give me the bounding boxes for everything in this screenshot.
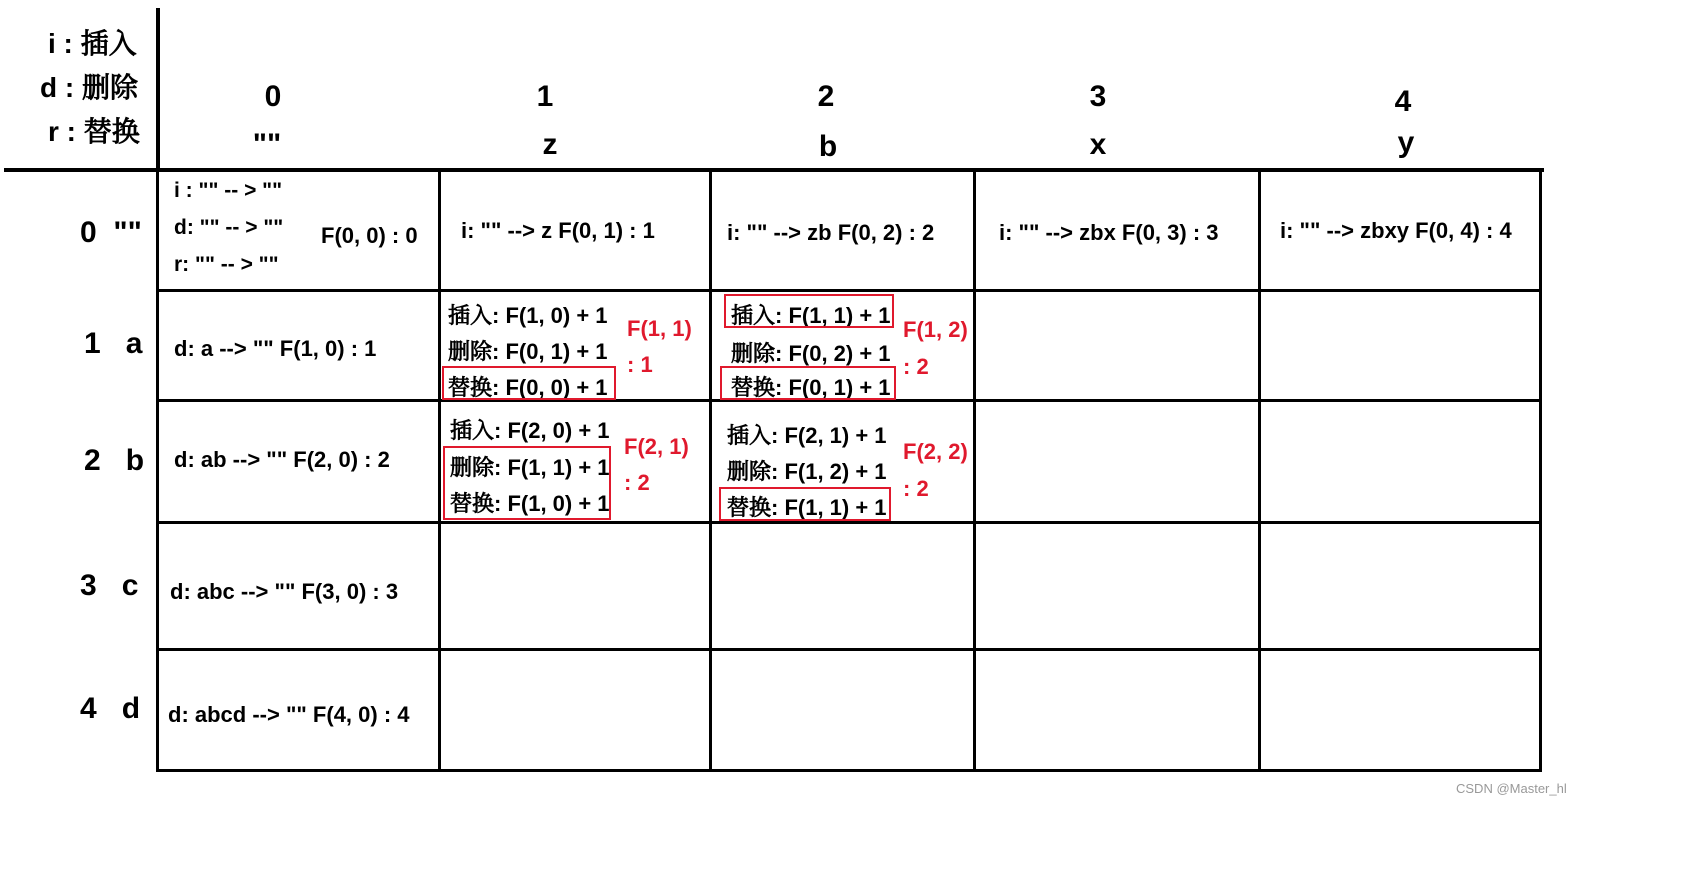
cell-r2c1-insert: 插入: F(2, 0) + 1 [450, 418, 610, 443]
row-header-4-index: 4 [80, 692, 97, 725]
legend-replace: r : 替换 [48, 116, 140, 147]
cell-r2c1-replace: 替换: F(1, 0) + 1 [450, 491, 610, 516]
cell-r0c0-result: F(0, 0) : 0 [321, 223, 418, 248]
cell-r2c1-delete: 删除: F(1, 1) + 1 [450, 455, 610, 480]
col-header-1-char: z [542, 128, 558, 161]
cell-r0c2: i: "" --> zb F(0, 2) : 2 [727, 220, 935, 245]
row-header-2 [84, 444, 144, 478]
highlight-box-r2c2-replace [719, 487, 891, 521]
cell-r1c1-result: F(1, 1) [627, 316, 692, 341]
cell-r0c0-insert: i : "" -- > "" [174, 179, 283, 202]
row-header-1-index: 1 [84, 327, 101, 360]
row-header-1-char: a [125, 327, 143, 360]
highlight-box-r1c2-replace [720, 366, 896, 400]
col-header-4-char: y [1397, 126, 1415, 159]
header-divider-vertical [156, 8, 160, 170]
cell-r2c2-insert: 插入: F(2, 1) + 1 [727, 423, 887, 448]
grid-vline-3 [973, 170, 976, 772]
cell-r0c1: i: "" --> z F(0, 1) : 1 [461, 218, 655, 243]
row-header-3-index: 3 [80, 569, 97, 602]
grid-hline-5 [156, 769, 1542, 772]
col-header-1-index: 1 [536, 80, 554, 113]
cell-r0c3: i: "" --> zbx F(0, 3) : 3 [999, 220, 1219, 245]
row-header-4 [80, 692, 140, 726]
highlight-box-r2c1 [443, 446, 611, 520]
highlight-box-r1c2-insert [724, 294, 894, 328]
cell-r2c2-result: F(2, 2) [903, 439, 968, 464]
grid-hline-4 [156, 648, 1542, 651]
col-header-2-char: b [818, 130, 838, 163]
row-header-1 [84, 327, 142, 361]
cell-r1c0: d: a --> "" F(1, 0) : 1 [174, 336, 377, 361]
legend-delete: d : 删除 [40, 72, 138, 103]
cell-r2c2-delete: 删除: F(1, 2) + 1 [727, 459, 887, 484]
cell-r0c0-delete: d: "" -- > "" [174, 216, 284, 239]
cell-r2c0: d: ab --> "" F(2, 0) : 2 [174, 447, 390, 472]
col-header-0-char: "" [252, 128, 282, 161]
legend-insert: i : 插入 [48, 28, 137, 59]
highlight-box-r1c1-replace [442, 366, 616, 400]
row-header-0-char: "" [113, 216, 142, 249]
cell-r0c0-replace: r: "" -- > "" [174, 253, 279, 276]
cell-r2c2-replace: 替换: F(1, 1) + 1 [727, 495, 887, 520]
grid-hline-1 [156, 289, 1542, 292]
col-header-3-char: x [1089, 128, 1107, 161]
cell-r1c1-replace: 替换: F(0, 0) + 1 [448, 375, 608, 400]
col-header-2-index: 2 [817, 80, 835, 113]
cell-r1c2-delete: 删除: F(0, 2) + 1 [731, 341, 891, 366]
row-header-3 [80, 569, 138, 603]
cell-r1c2-result: F(1, 2) [903, 317, 968, 342]
cell-r4c0: d: abcd --> "" F(4, 0) : 4 [168, 702, 410, 727]
col-header-3-index: 3 [1089, 80, 1107, 113]
cell-r3c0: d: abc --> "" F(3, 0) : 3 [170, 579, 399, 604]
row-header-2-index: 2 [84, 444, 101, 477]
cell-r1c1-insert: 插入: F(1, 0) + 1 [448, 303, 608, 328]
cell-r2c1-result: F(2, 1) [624, 434, 689, 459]
grid-vline-1 [438, 170, 441, 772]
cell-r1c2-result-value: : 2 [903, 354, 929, 379]
cell-r1c1-delete: 删除: F(0, 1) + 1 [448, 339, 608, 364]
cell-r1c2-insert: 插入: F(1, 1) + 1 [731, 303, 891, 328]
row-header-0 [80, 216, 142, 250]
watermark-text: CSDN @Master_hl [1456, 781, 1567, 796]
col-header-4-index: 4 [1394, 85, 1412, 118]
header-divider-horizontal [4, 168, 1544, 172]
cell-r0c4: i: "" --> zbxy F(0, 4) : 4 [1280, 218, 1512, 243]
col-header-0-index: 0 [264, 80, 282, 113]
row-header-2-char: b [125, 444, 145, 477]
row-header-0-index: 0 [80, 216, 97, 249]
grid-vline-5 [1539, 170, 1542, 772]
grid-vline-4 [1258, 170, 1261, 772]
cell-r2c1-result-value: : 2 [624, 470, 650, 495]
row-header-4-char: d [121, 692, 141, 725]
operation-legend [40, 22, 140, 154]
cell-r2c2-result-value: : 2 [903, 476, 929, 501]
row-header-3-char: c [121, 569, 139, 602]
cell-r1c1-result-value: : 1 [627, 352, 653, 377]
grid-vline-2 [709, 170, 712, 772]
cell-r1c2-replace: 替换: F(0, 1) + 1 [731, 375, 891, 400]
grid-vline-0 [156, 170, 159, 772]
